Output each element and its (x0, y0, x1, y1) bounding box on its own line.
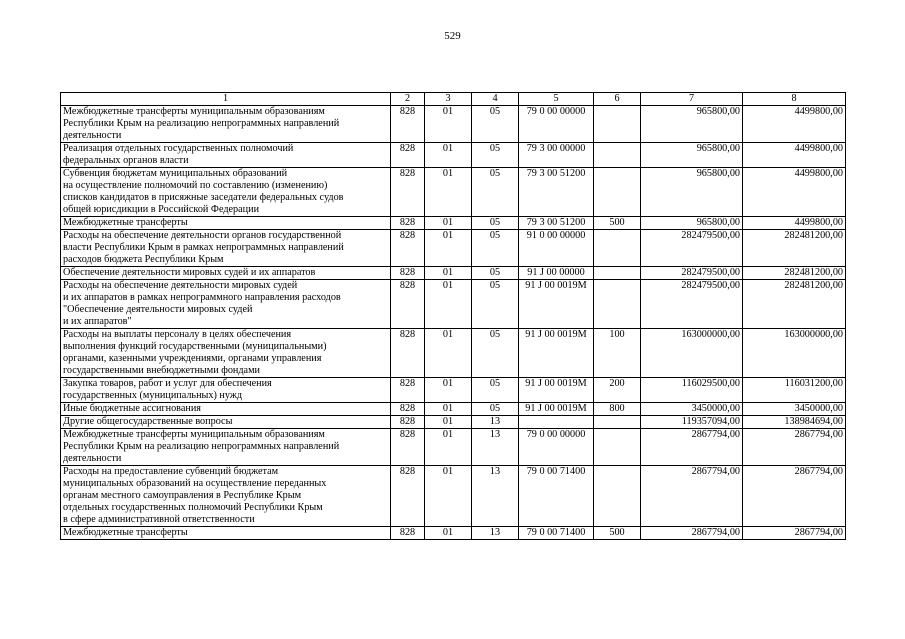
row-expense-type: 500 (594, 527, 641, 540)
row-amount-year-1: 965800,00 (641, 217, 743, 230)
row-section: 01 (425, 168, 472, 217)
row-amount-year-2: 282481200,00 (743, 267, 846, 280)
row-section: 01 (425, 217, 472, 230)
row-amount-year-2: 4499800,00 (743, 217, 846, 230)
row-name: Другие общегосударственные вопросы (61, 416, 391, 429)
row-subsection: 05 (472, 106, 519, 143)
table-row (61, 168, 846, 217)
row-expense-type: 800 (594, 403, 641, 416)
row-name: Межбюджетные трансферты (61, 217, 391, 230)
row-target-article: 79 0 00 71400 (519, 527, 594, 540)
row-amount-year-1: 2867794,00 (641, 466, 743, 527)
row-expense-type: 100 (594, 329, 641, 378)
row-section: 01 (425, 403, 472, 416)
row-expense-type (594, 168, 641, 217)
row-subsection: 05 (472, 217, 519, 230)
row-target-article (519, 416, 594, 429)
row-admin-code: 828 (391, 329, 425, 378)
row-target-article: 79 0 00 00000 (519, 106, 594, 143)
row-amount-year-2: 4499800,00 (743, 168, 846, 217)
row-amount-year-1: 965800,00 (641, 143, 743, 168)
table-row (61, 106, 846, 143)
row-expense-type: 500 (594, 217, 641, 230)
row-amount-year-2: 282481200,00 (743, 280, 846, 329)
row-section: 01 (425, 267, 472, 280)
row-section: 01 (425, 329, 472, 378)
row-subsection: 05 (472, 403, 519, 416)
row-admin-code: 828 (391, 168, 425, 217)
header-col-7: 7 (641, 93, 743, 106)
row-name: Расходы на выплаты персоналу в целях обеспечения выполнения функций государственными (муниципальными) органами, казенными учреждениями, органами управления государственными внебюджетными фондами (61, 329, 391, 378)
row-admin-code: 828 (391, 429, 425, 466)
row-subsection: 05 (472, 168, 519, 217)
row-target-article: 79 0 00 00000 (519, 429, 594, 466)
row-amount-year-1: 116029500,00 (641, 378, 743, 403)
row-amount-year-1: 2867794,00 (641, 429, 743, 466)
row-subsection: 05 (472, 267, 519, 280)
row-name: Закупка товаров, работ и услуг для обеспечения государственных (муниципальных) нужд (61, 378, 391, 403)
table-row (61, 267, 846, 280)
row-expense-type (594, 143, 641, 168)
row-amount-year-1: 282479500,00 (641, 230, 743, 267)
row-section: 01 (425, 230, 472, 267)
row-name: Расходы на обеспечение деятельности мировых судей и их аппаратов в рамках непрограммного направления расходов "Обеспечение деятельности мировых судей и их аппаратов" (61, 280, 391, 329)
row-amount-year-2: 4499800,00 (743, 143, 846, 168)
table-row (61, 217, 846, 230)
table-row (61, 329, 846, 378)
row-subsection: 05 (472, 329, 519, 378)
header-col-2: 2 (391, 93, 425, 106)
header-col-6: 6 (594, 93, 641, 106)
row-section: 01 (425, 527, 472, 540)
row-amount-year-1: 965800,00 (641, 168, 743, 217)
page-number: 529 (444, 30, 461, 42)
row-admin-code: 828 (391, 416, 425, 429)
table-row (61, 143, 846, 168)
header-col-8: 8 (743, 93, 846, 106)
row-target-article: 91 J 00 0019M (519, 329, 594, 378)
row-section: 01 (425, 143, 472, 168)
table-row (61, 230, 846, 267)
row-amount-year-1: 119357094,00 (641, 416, 743, 429)
row-admin-code: 828 (391, 466, 425, 527)
row-amount-year-2: 116031200,00 (743, 378, 846, 403)
row-amount-year-2: 3450000,00 (743, 403, 846, 416)
row-name: Реализация отдельных государственных полномочий федеральных органов власти (61, 143, 391, 168)
header-col-1: 1 (61, 93, 391, 106)
row-name: Межбюджетные трансферты муниципальным образованиям Республики Крым на реализацию непрограммных направлений деятельности (61, 106, 391, 143)
row-name: Расходы на предоставление субвенций бюджетам муниципальных образований на осуществление переданных органам местного самоуправления в Республике Крым отдельных государственных полномочий Республики Крым в сфере административной ответственности (61, 466, 391, 527)
row-amount-year-1: 282479500,00 (641, 280, 743, 329)
row-subsection: 05 (472, 280, 519, 329)
row-target-article: 91 0 00 00000 (519, 230, 594, 267)
row-admin-code: 828 (391, 230, 425, 267)
row-amount-year-2: 138984694,00 (743, 416, 846, 429)
row-admin-code: 828 (391, 378, 425, 403)
row-section: 01 (425, 106, 472, 143)
row-subsection: 05 (472, 230, 519, 267)
row-amount-year-2: 2867794,00 (743, 429, 846, 466)
row-target-article: 79 3 00 00000 (519, 143, 594, 168)
row-amount-year-2: 282481200,00 (743, 230, 846, 267)
row-admin-code: 828 (391, 217, 425, 230)
row-subsection: 13 (472, 527, 519, 540)
row-expense-type (594, 416, 641, 429)
table-row (61, 378, 846, 403)
header-col-3: 3 (425, 93, 472, 106)
row-name: Обеспечение деятельности мировых судей и их аппаратов (61, 267, 391, 280)
header-col-4: 4 (472, 93, 519, 106)
row-subsection: 13 (472, 466, 519, 527)
budget-table (60, 92, 846, 540)
table-row (61, 403, 846, 416)
row-name: Межбюджетные трансферты муниципальным образованиям Республики Крым на реализацию непрограммных направлений деятельности (61, 429, 391, 466)
row-amount-year-2: 2867794,00 (743, 466, 846, 527)
row-amount-year-2: 4499800,00 (743, 106, 846, 143)
row-expense-type (594, 429, 641, 466)
row-admin-code: 828 (391, 267, 425, 280)
row-name: Расходы на обеспечение деятельности органов государственной власти Республики Крым в рамках непрограммных направлений расходов бюджета Республики Крым (61, 230, 391, 267)
row-amount-year-1: 2867794,00 (641, 527, 743, 540)
row-expense-type (594, 466, 641, 527)
row-amount-year-2: 163000000,00 (743, 329, 846, 378)
row-section: 01 (425, 416, 472, 429)
row-target-article: 79 3 00 51200 (519, 168, 594, 217)
row-expense-type (594, 267, 641, 280)
row-section: 01 (425, 429, 472, 466)
row-section: 01 (425, 378, 472, 403)
row-name: Межбюджетные трансферты (61, 527, 391, 540)
row-target-article: 91 J 00 0019M (519, 378, 594, 403)
table-row (61, 416, 846, 429)
header-col-5: 5 (519, 93, 594, 106)
row-target-article: 91 J 00 0019M (519, 280, 594, 329)
row-admin-code: 828 (391, 106, 425, 143)
row-section: 01 (425, 466, 472, 527)
table-row (61, 466, 846, 527)
row-target-article: 79 3 00 51200 (519, 217, 594, 230)
row-amount-year-1: 282479500,00 (641, 267, 743, 280)
row-amount-year-1: 965800,00 (641, 106, 743, 143)
row-subsection: 13 (472, 416, 519, 429)
row-subsection: 13 (472, 429, 519, 466)
row-target-article: 79 0 00 71400 (519, 466, 594, 527)
table-body (61, 106, 846, 540)
row-section: 01 (425, 280, 472, 329)
table-row (61, 280, 846, 329)
row-amount-year-2: 2867794,00 (743, 527, 846, 540)
row-name: Субвенция бюджетам муниципальных образований на осуществление полномочий по составлению (изменению) списков кандидатов в присяжные заседатели федеральных судов общей юрисдикции в Российской Федерации (61, 168, 391, 217)
row-expense-type: 200 (594, 378, 641, 403)
table-row (61, 429, 846, 466)
row-amount-year-1: 3450000,00 (641, 403, 743, 416)
header-row (61, 93, 846, 106)
row-admin-code: 828 (391, 527, 425, 540)
row-expense-type (594, 230, 641, 267)
row-amount-year-1: 163000000,00 (641, 329, 743, 378)
table-row (61, 527, 846, 540)
row-admin-code: 828 (391, 143, 425, 168)
row-subsection: 05 (472, 378, 519, 403)
row-admin-code: 828 (391, 403, 425, 416)
row-admin-code: 828 (391, 280, 425, 329)
row-target-article: 91 J 00 0019M (519, 403, 594, 416)
row-target-article: 91 J 00 00000 (519, 267, 594, 280)
row-name: Иные бюджетные ассигнования (61, 403, 391, 416)
row-expense-type (594, 106, 641, 143)
row-subsection: 05 (472, 143, 519, 168)
row-expense-type (594, 280, 641, 329)
